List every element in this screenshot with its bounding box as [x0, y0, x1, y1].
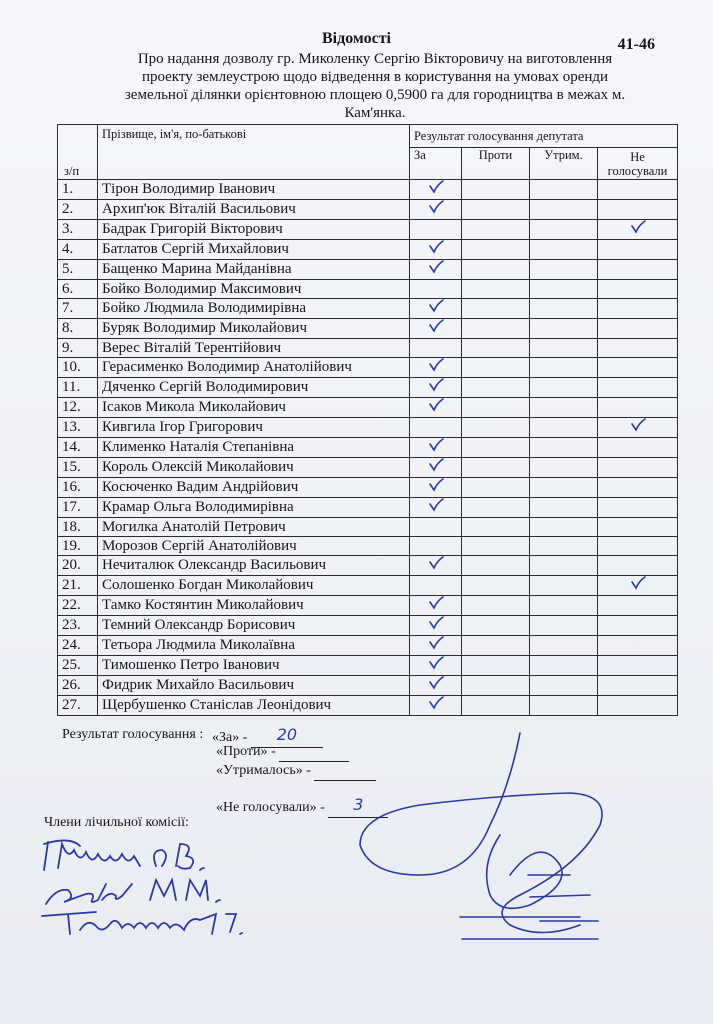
deputy-name: Дяченко Сергій Володимирович: [98, 378, 410, 398]
vote-cell-against: [462, 438, 530, 458]
result-not-voted-label: «Не голосували» -: [216, 800, 325, 815]
checkmark-icon: [428, 180, 444, 194]
row-number: 12.: [58, 398, 98, 418]
row-number: 3.: [58, 220, 98, 240]
vote-cell-not-voted: [598, 556, 678, 576]
table-row: [58, 418, 678, 438]
vote-cell-against: [462, 319, 530, 339]
vote-cell-not-voted: [598, 696, 678, 716]
vote-cell-against: [462, 636, 530, 656]
vote-cell-abstain: [530, 518, 598, 537]
vote-cell-for: [410, 556, 462, 576]
vote-cell-not-voted: [598, 596, 678, 616]
result-against-label: «Проти» -: [216, 744, 276, 759]
vote-cell-for: [410, 358, 462, 378]
vote-cell-against: [462, 358, 530, 378]
deputy-name: Косюченко Вадим Андрійович: [98, 478, 410, 498]
table-row: [58, 636, 678, 656]
row-number: 10.: [58, 358, 98, 378]
row-number: 20.: [58, 556, 98, 576]
checkmark-icon: [428, 498, 444, 512]
vote-cell-abstain: [530, 537, 598, 556]
vote-cell-for: [410, 180, 462, 200]
vote-cell-for: [410, 299, 462, 319]
vote-cell-abstain: [530, 636, 598, 656]
table-row: [58, 438, 678, 458]
table-row: [58, 220, 678, 240]
row-number: 18.: [58, 518, 98, 537]
vote-cell-abstain: [530, 200, 598, 220]
vote-cell-for: [410, 220, 462, 240]
row-number: 11.: [58, 378, 98, 398]
checkmark-icon: [428, 240, 444, 254]
vote-cell-against: [462, 696, 530, 716]
row-number: 26.: [58, 676, 98, 696]
vote-cell-not-voted: [598, 576, 678, 596]
row-number: 6.: [58, 280, 98, 299]
table-row: [58, 616, 678, 636]
table-row: [58, 537, 678, 556]
table-row: [58, 358, 678, 378]
vote-cell-abstain: [530, 378, 598, 398]
vote-cell-for: [410, 438, 462, 458]
vote-cell-for: [410, 656, 462, 676]
vote-cell-abstain: [530, 596, 598, 616]
deputy-name: Клименко Наталія Степанівна: [98, 438, 410, 458]
vote-cell-abstain: [530, 478, 598, 498]
deputy-name: Щербушенко Станіслав Леонідович: [98, 696, 410, 716]
vote-cell-for: [410, 200, 462, 220]
deputy-name: Морозов Сергій Анатолійович: [98, 537, 410, 556]
header-result: Результат голосування депутата: [410, 125, 678, 148]
deputy-name: Буряк Володимир Миколайович: [98, 319, 410, 339]
deputy-name: Кивгила Ігор Григорович: [98, 418, 410, 438]
vote-cell-abstain: [530, 498, 598, 518]
checkmark-icon: [630, 418, 646, 432]
vote-cell-not-voted: [598, 220, 678, 240]
vote-cell-against: [462, 656, 530, 676]
checkmark-icon: [428, 378, 444, 392]
deputy-name: Бойко Людмила Володимирівна: [98, 299, 410, 319]
vote-cell-not-voted: [598, 458, 678, 478]
subject-line: проекту землеустрою щодо відведення в користування на умовах оренди: [141, 69, 609, 85]
table-row: [58, 398, 678, 418]
row-number: 24.: [58, 636, 98, 656]
vote-cell-abstain: [530, 398, 598, 418]
vote-cell-abstain: [530, 240, 598, 260]
vote-cell-against: [462, 556, 530, 576]
table-row: [58, 299, 678, 319]
table-row: [58, 280, 678, 299]
vote-cell-abstain: [530, 656, 598, 676]
result-abstain-label: «Утрималось» -: [216, 763, 311, 778]
vote-cell-not-voted: [598, 299, 678, 319]
vote-cell-for: [410, 240, 462, 260]
table-row: [58, 696, 678, 716]
table-row: [58, 676, 678, 696]
vote-cell-against: [462, 200, 530, 220]
checkmark-icon: [428, 200, 444, 214]
vote-cell-against: [462, 537, 530, 556]
vote-cell-abstain: [530, 280, 598, 299]
header-abstain: Утрим.: [530, 148, 598, 180]
vote-cell-abstain: [530, 458, 598, 478]
voting-table: [57, 124, 678, 716]
voting-rows: [58, 180, 678, 716]
table-row: [58, 260, 678, 280]
vote-cell-not-voted: [598, 478, 678, 498]
vote-cell-against: [462, 240, 530, 260]
vote-cell-for: [410, 398, 462, 418]
table-row: [58, 240, 678, 260]
checkmark-icon: [428, 260, 444, 274]
row-number: 23.: [58, 616, 98, 636]
table-row: [58, 319, 678, 339]
table-row: [58, 596, 678, 616]
deputy-name: Нечиталюк Олександр Васильович: [98, 556, 410, 576]
table-row: [58, 478, 678, 498]
checkmark-icon: [428, 398, 444, 412]
commission-label: Члени лічильної комісії:: [44, 815, 189, 830]
row-number: 22.: [58, 596, 98, 616]
vote-cell-against: [462, 576, 530, 596]
vote-cell-against: [462, 676, 530, 696]
result-for-value: 20: [276, 725, 298, 744]
vote-cell-not-voted: [598, 438, 678, 458]
vote-cell-not-voted: [598, 656, 678, 676]
vote-cell-against: [462, 398, 530, 418]
deputy-name: Темний Олександр Борисович: [98, 616, 410, 636]
vote-cell-against: [462, 498, 530, 518]
deputy-name: Верес Віталій Терентійович: [98, 339, 410, 358]
vote-cell-not-voted: [598, 676, 678, 696]
checkmark-icon: [428, 596, 444, 610]
vote-cell-abstain: [530, 676, 598, 696]
vote-cell-not-voted: [598, 180, 678, 200]
vote-cell-against: [462, 418, 530, 438]
vote-cell-abstain: [530, 438, 598, 458]
deputy-name: Герасименко Володимир Анатолійович: [98, 358, 410, 378]
deputy-name: Тамко Костянтин Миколайович: [98, 596, 410, 616]
checkmark-icon: [428, 676, 444, 690]
deputy-name: Бойко Володимир Максимович: [98, 280, 410, 299]
vote-cell-not-voted: [598, 498, 678, 518]
checkmark-icon: [428, 438, 444, 452]
commission-signatures: [40, 830, 250, 940]
table-row: [58, 498, 678, 518]
table-row: [58, 656, 678, 676]
vote-cell-not-voted: [598, 378, 678, 398]
vote-cell-against: [462, 280, 530, 299]
deputy-name: Тетьора Людмила Миколаївна: [98, 636, 410, 656]
header-for: За: [410, 148, 462, 180]
checkmark-icon: [428, 458, 444, 472]
deputy-name: Ісаков Микола Миколайович: [98, 398, 410, 418]
table-row: [58, 180, 678, 200]
table-row: [58, 339, 678, 358]
checkmark-icon: [428, 556, 444, 570]
result-not-voted-value: 3: [353, 795, 364, 814]
deputy-name: Фидрик Михайло Васильович: [98, 676, 410, 696]
vote-cell-not-voted: [598, 319, 678, 339]
vote-cell-for: [410, 498, 462, 518]
vote-cell-for: [410, 418, 462, 438]
row-number: 17.: [58, 498, 98, 518]
vote-cell-not-voted: [598, 200, 678, 220]
vote-cell-abstain: [530, 319, 598, 339]
document-subject: [80, 50, 670, 122]
vote-cell-not-voted: [598, 418, 678, 438]
table-row: [58, 576, 678, 596]
vote-cell-against: [462, 616, 530, 636]
checkmark-icon: [428, 616, 444, 630]
checkmark-icon: [630, 576, 646, 590]
vote-cell-against: [462, 478, 530, 498]
table-row: [58, 378, 678, 398]
vote-cell-not-voted: [598, 398, 678, 418]
vote-cell-against: [462, 378, 530, 398]
vote-cell-for: [410, 319, 462, 339]
vote-cell-not-voted: [598, 636, 678, 656]
row-number: 21.: [58, 576, 98, 596]
vote-cell-not-voted: [598, 537, 678, 556]
vote-cell-for: [410, 696, 462, 716]
vote-cell-against: [462, 220, 530, 240]
vote-cell-abstain: [530, 180, 598, 200]
subject-line: Кам'янка.: [344, 105, 406, 121]
vote-cell-not-voted: [598, 518, 678, 537]
checkmark-icon: [428, 319, 444, 333]
deputy-name: Архип'юк Віталій Васильович: [98, 200, 410, 220]
subject-line: Про надання дозволу гр. Миколенку Сергію Вікторовичу на виготовлення: [137, 51, 613, 67]
row-number: 1.: [58, 180, 98, 200]
vote-cell-against: [462, 518, 530, 537]
vote-cell-for: [410, 616, 462, 636]
vote-cell-against: [462, 299, 530, 319]
row-number: 13.: [58, 418, 98, 438]
vote-cell-not-voted: [598, 280, 678, 299]
vote-cell-not-voted: [598, 616, 678, 636]
deputy-name: Солошенко Богдан Миколайович: [98, 576, 410, 596]
table-row: [58, 518, 678, 537]
checkmark-icon: [428, 299, 444, 313]
vote-cell-not-voted: [598, 339, 678, 358]
vote-cell-abstain: [530, 576, 598, 596]
row-number: 8.: [58, 319, 98, 339]
results-label: Результат голосування :: [62, 727, 204, 742]
row-number: 2.: [58, 200, 98, 220]
header-num: з/п: [58, 125, 98, 180]
row-number: 15.: [58, 458, 98, 478]
deputy-name: Король Олексій Миколайович: [98, 458, 410, 478]
vote-cell-not-voted: [598, 240, 678, 260]
vote-cell-for: [410, 596, 462, 616]
header-name: Прізвище, ім'я, по-батькові: [98, 125, 410, 180]
vote-cell-for: [410, 260, 462, 280]
deputy-name: Бащенко Марина Майданівна: [98, 260, 410, 280]
row-number: 19.: [58, 537, 98, 556]
vote-cell-for: [410, 378, 462, 398]
vote-cell-abstain: [530, 556, 598, 576]
deputy-name: Батлатов Сергій Михайлович: [98, 240, 410, 260]
table-row: [58, 556, 678, 576]
vote-cell-abstain: [530, 358, 598, 378]
checkmark-icon: [630, 220, 646, 234]
vote-cell-against: [462, 458, 530, 478]
vote-cell-against: [462, 260, 530, 280]
checkmark-icon: [428, 636, 444, 650]
vote-cell-for: [410, 458, 462, 478]
header-against: Проти: [462, 148, 530, 180]
vote-cell-abstain: [530, 696, 598, 716]
vote-cell-for: [410, 636, 462, 656]
deputy-name: Тимошенко Петро Іванович: [98, 656, 410, 676]
row-number: 25.: [58, 656, 98, 676]
vote-cell-not-voted: [598, 358, 678, 378]
result-for-label: «За» -: [212, 730, 248, 745]
row-number: 27.: [58, 696, 98, 716]
table-row: [58, 200, 678, 220]
deputy-name: Крамар Ольга Володимирівна: [98, 498, 410, 518]
vote-cell-for: [410, 339, 462, 358]
checkmark-icon: [428, 478, 444, 492]
vote-cell-abstain: [530, 616, 598, 636]
document-title: Відомості: [322, 30, 391, 47]
vote-cell-abstain: [530, 220, 598, 240]
vote-cell-for: [410, 518, 462, 537]
table-row: [58, 458, 678, 478]
vote-cell-abstain: [530, 339, 598, 358]
vote-cell-for: [410, 676, 462, 696]
deputy-name: Тірон Володимир Іванович: [98, 180, 410, 200]
header-not-voted: Не голосували: [598, 148, 678, 180]
deputy-name: Могилка Анатолій Петрович: [98, 518, 410, 537]
vote-cell-not-voted: [598, 260, 678, 280]
checkmark-icon: [428, 358, 444, 372]
row-number: 7.: [58, 299, 98, 319]
checkmark-icon: [428, 656, 444, 670]
subject-line: земельної ділянки орієнтовною площею 0,5900 га для городництва в межах м.: [124, 87, 626, 103]
row-number: 14.: [58, 438, 98, 458]
checkmark-icon: [428, 696, 444, 710]
vote-cell-abstain: [530, 260, 598, 280]
row-number: 9.: [58, 339, 98, 358]
row-number: 4.: [58, 240, 98, 260]
vote-cell-for: [410, 478, 462, 498]
row-number: 16.: [58, 478, 98, 498]
vote-cell-for: [410, 537, 462, 556]
vote-cell-abstain: [530, 418, 598, 438]
vote-cell-abstain: [530, 299, 598, 319]
vote-cell-against: [462, 596, 530, 616]
vote-cell-for: [410, 576, 462, 596]
row-number: 5.: [58, 260, 98, 280]
result-against-row: [216, 742, 349, 762]
vote-cell-for: [410, 280, 462, 299]
chairman-signature: [340, 725, 660, 950]
document-number: 41-46: [617, 36, 655, 53]
vote-cell-against: [462, 339, 530, 358]
deputy-name: Бадрак Григорій Вікторович: [98, 220, 410, 240]
vote-cell-against: [462, 180, 530, 200]
